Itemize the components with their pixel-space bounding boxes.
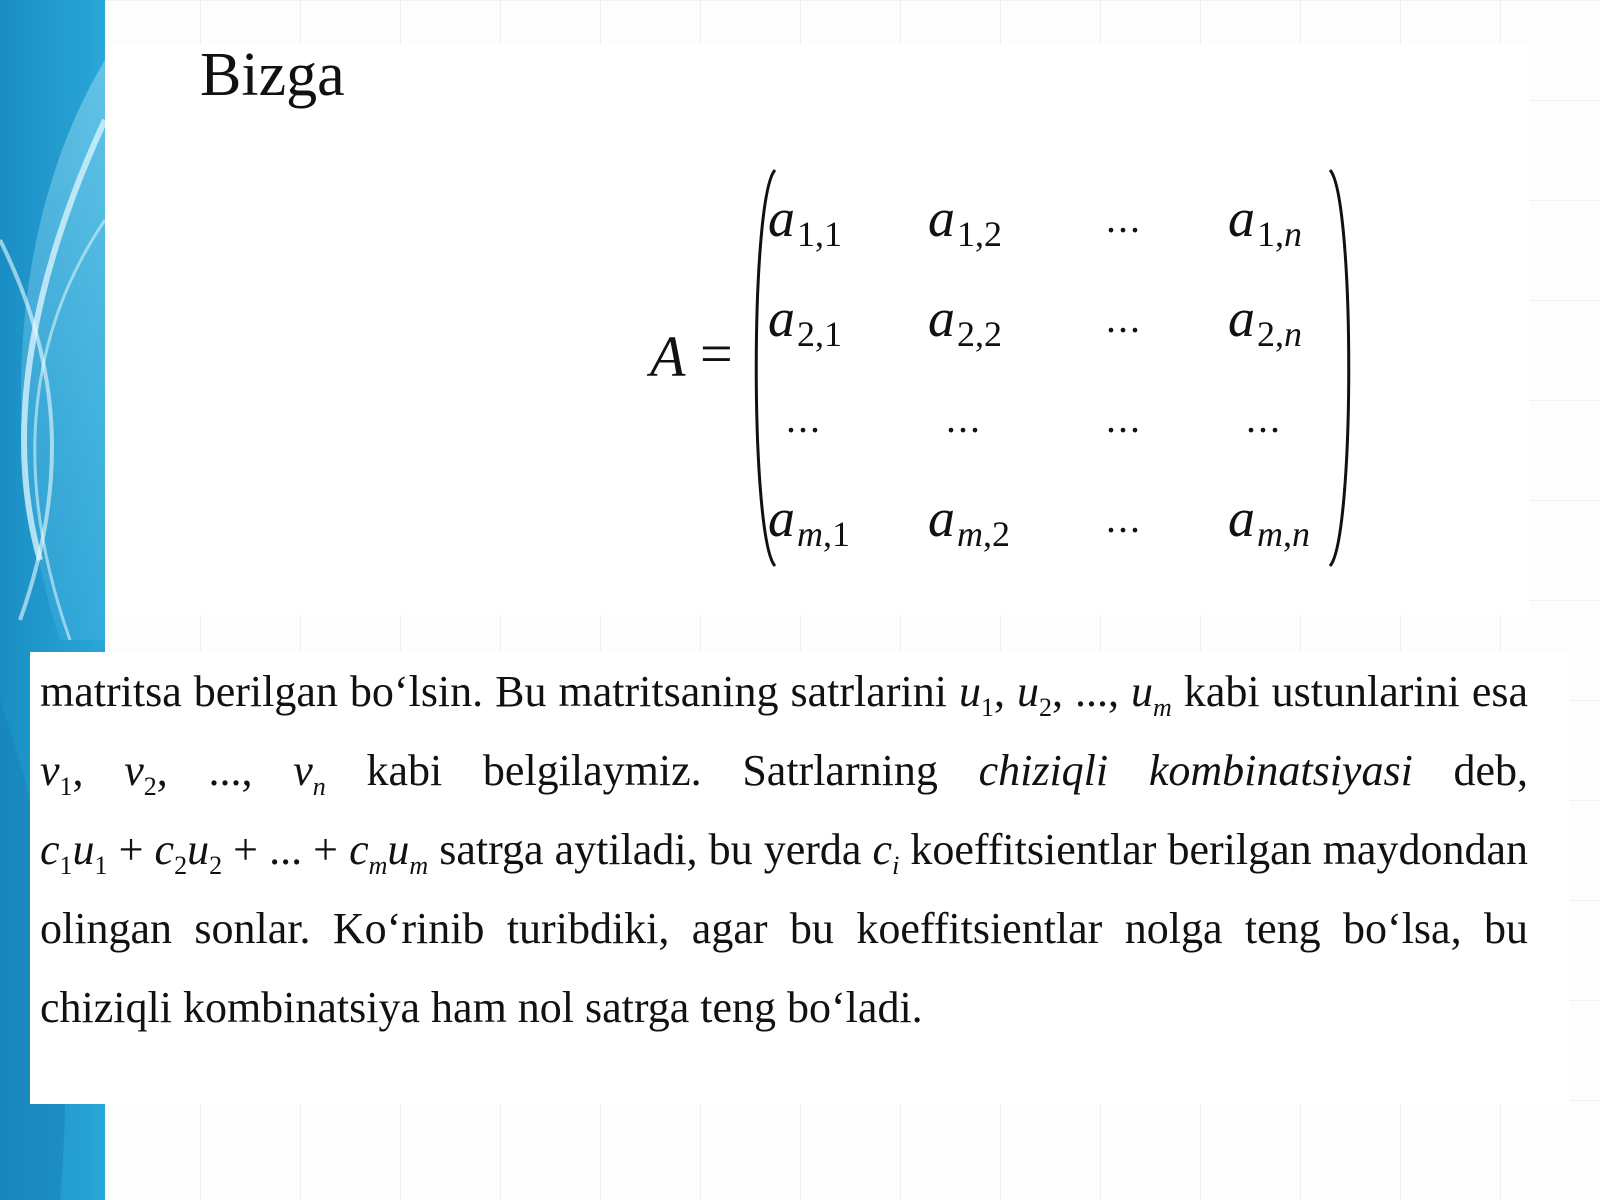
- matrix-entry: a 1,2: [928, 188, 1002, 254]
- matrix-ellipsis: ...: [1106, 195, 1142, 241]
- text-part: satrga aytiladi, bu yerda: [428, 825, 873, 874]
- slide-title: Bizga: [200, 41, 345, 109]
- definition-text-box: [30, 652, 1570, 1104]
- matrix-entry: a 2,2: [928, 288, 1002, 354]
- column-vectors: $v_1$, $v_2$, ..., $v_n$: [40, 746, 326, 801]
- matrix-name: A: [650, 324, 686, 389]
- row-vectors: $u_1$, $u_2$, ..., $u_m$: [958, 667, 1172, 722]
- matrix-equation: [650, 168, 1370, 568]
- matrix-ellipsis: ...: [1106, 295, 1142, 341]
- text-part: koeffitsientlar berilgan maydondan olingan sonlar. Ko‘rinib turibdiki, agar bu koeffitsientlar nolga teng bo‘lsa, bu chiziqli kombinatsiya ham nol satrga teng bo‘ladi.: [40, 825, 1528, 1032]
- definition-paragraph: [40, 652, 1528, 1047]
- matrix-entry: a 1,1: [768, 188, 842, 254]
- coefficient: $c_i$: [872, 825, 900, 880]
- equals-sign: =: [700, 321, 733, 386]
- text-part: deb,: [1412, 746, 1529, 795]
- italic-term: chiziqli kombinatsiyasi: [978, 746, 1413, 795]
- matrix-entry: a 2,1: [768, 288, 842, 354]
- matrix-entries: [768, 168, 1348, 568]
- matrix-ellipsis: ...: [1106, 395, 1142, 441]
- matrix-ellipsis: ...: [1106, 495, 1142, 541]
- linear-combination: $c_1u_1 + c_2u_2$ + ... + $c_mu_m$: [40, 825, 429, 880]
- matrix-entry: a 2,n: [1228, 288, 1302, 354]
- matrix-entry: a m,2: [928, 488, 1010, 554]
- matrix-entry: a m,n: [1228, 488, 1310, 554]
- matrix-ellipsis: ...: [786, 395, 822, 441]
- matrix-ellipsis: ...: [946, 395, 982, 441]
- matrix-entry: a 1,n: [1228, 188, 1302, 254]
- text-part: kabi ustunlarini esa: [1171, 667, 1529, 716]
- text-part: kabi belgilaymiz. Satrlarning: [325, 746, 979, 795]
- text-part: matritsa berilgan bo‘lsin. Bu matritsaning satrlarini: [40, 667, 959, 716]
- matrix-ellipsis: ...: [1246, 395, 1282, 441]
- matrix-entry: a m,1: [768, 488, 850, 554]
